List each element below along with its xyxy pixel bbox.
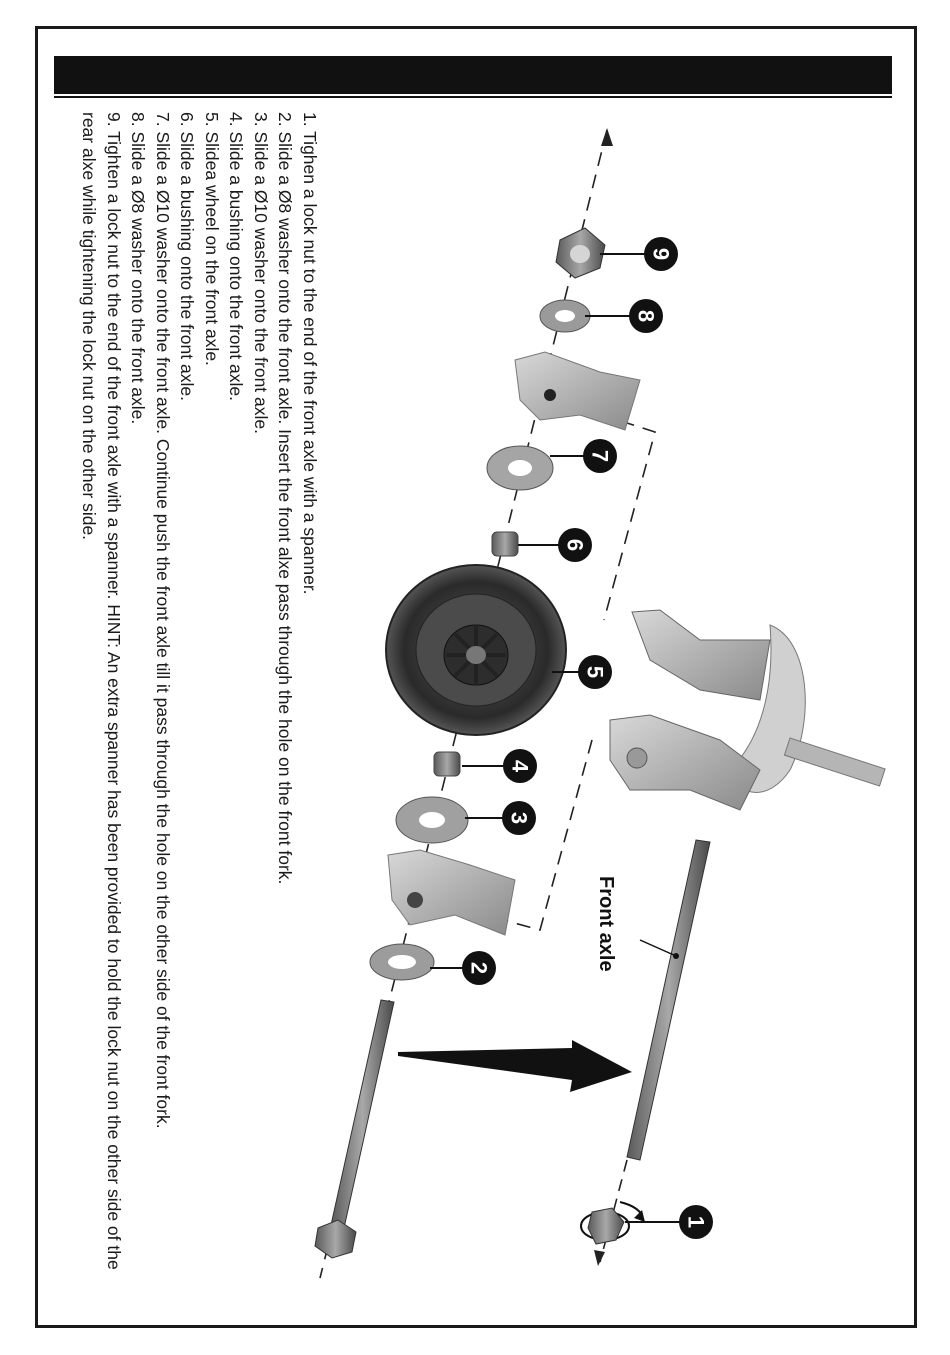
washer-7-icon <box>487 446 553 490</box>
instruction-step-2: 2. Slide a Ø8 washer onto the front axle. Insert the front alxe pass through the hole on the front fork. <box>275 112 296 885</box>
axis-arrow-top <box>601 128 613 146</box>
header-bar <box>54 56 892 94</box>
instruction-list <box>77 104 326 1304</box>
callout-2-label: 2 <box>466 961 492 975</box>
instructions-panel <box>56 104 326 1304</box>
instruction-step-9: 9. Tighten a lock nut to the end of the front axle with a spanner. HINT: An extra spanner has been provided to hold the lock nut on the other side of the rear alxe while tightening the lock nut on the other side. <box>79 112 124 1270</box>
callout-4 <box>503 749 537 783</box>
callout-4-label: 4 <box>507 759 533 773</box>
bushing-4-icon <box>434 752 460 776</box>
callout-5 <box>578 655 612 689</box>
installed-axle-icon <box>315 1000 394 1258</box>
callout-7-label: 7 <box>587 449 613 463</box>
washer-8-icon <box>540 300 590 332</box>
callout-1-label: 1 <box>683 1215 709 1229</box>
front-fork-icon <box>610 610 885 810</box>
callout-6-label: 6 <box>562 538 588 552</box>
callout-9-label: 9 <box>648 247 674 261</box>
instruction-step-8: 8. Slide a Ø8 washer onto the front axle. <box>128 112 149 425</box>
callout-8 <box>629 299 663 333</box>
axis-arrow-bottom <box>594 1250 605 1266</box>
instruction-step-1: 1. Tighen a lock nut to the end of the front axle with a spanner. <box>300 112 320 595</box>
callout-3-label: 3 <box>506 811 532 825</box>
instruction-step-5: 5. Slidea wheel on the front axle. <box>202 112 222 366</box>
exploded-assembly-diagram <box>300 100 900 1300</box>
front-axle-icon <box>627 840 710 1160</box>
callout-8-label: 8 <box>633 309 659 323</box>
callout-3 <box>502 801 536 835</box>
washer-2-icon <box>370 944 434 980</box>
callout-7 <box>583 439 617 473</box>
insert-direction-arrow <box>398 1040 632 1092</box>
lock-nut-icon <box>556 228 605 278</box>
callout-5-label: 5 <box>582 665 608 679</box>
callout-6 <box>558 528 592 562</box>
instruction-step-4: 4. Slide a bushing onto the front axle. <box>226 112 247 401</box>
header-rule <box>54 96 892 98</box>
instruction-step-7: 7. Slide a Ø10 washer onto the front axle. Continue push the front axle till it pass through the hole on the other side of the front fork. <box>153 112 173 1129</box>
callout-2 <box>462 951 496 985</box>
washer-3-icon <box>396 797 468 843</box>
callout-9 <box>644 237 678 271</box>
instruction-step-6: 6. Slide a bushing onto the front axle. <box>177 112 198 401</box>
fork-arm-upper-icon <box>515 352 640 430</box>
fork-arm-lower-icon <box>388 850 515 935</box>
bushing-6-icon <box>492 532 518 556</box>
callout-1 <box>679 1205 713 1239</box>
wheel-icon <box>386 565 566 735</box>
front-axle-label: Front axle <box>595 876 617 972</box>
fork-guide-line <box>555 400 655 620</box>
instruction-step-3: 3. Slide a Ø10 washer onto the front axle. <box>251 112 271 434</box>
